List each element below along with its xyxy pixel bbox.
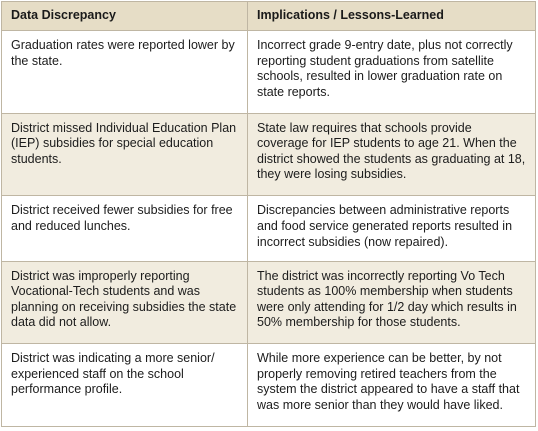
header-data-discrepancy: Data Discrepancy [2, 2, 248, 31]
table-row [2, 261, 536, 344]
table-body [2, 31, 536, 427]
discrepancy-cell: Graduation rates were reported lower by the state. [2, 31, 248, 114]
table-header [2, 2, 536, 31]
table-row [2, 31, 536, 114]
table-row [2, 344, 536, 427]
implication-cell: While more experience can be better, by not properly removing retired teachers from the system the district appeared to have a staff that was more senior than they would have liked. [248, 344, 536, 427]
header-implications-lessons-learned: Implications / Lessons-Learned [248, 2, 536, 31]
discrepancy-cell: District was improperly reporting Vocational-Tech students and was planning on receiving subsidies the state data did not allow. [2, 261, 248, 344]
header-row [2, 2, 536, 31]
table-row [2, 113, 536, 196]
discrepancy-cell: District was indicating a more senior/ experienced staff on the school performance profile. [2, 344, 248, 427]
implication-cell: State law requires that schools provide coverage for IEP students to age 21. When the district showed the students as graduating at 18, they were losing subsidies. [248, 113, 536, 196]
implication-cell: Discrepancies between administrative reports and food service generated reports resulted in incorrect subsidies (now repaired). [248, 196, 536, 261]
data-discrepancy-table [1, 1, 536, 427]
implication-cell: Incorrect grade 9-entry date, plus not correctly reporting student graduations from satellite schools, resulted in lower graduation rate on state reports. [248, 31, 536, 114]
table-row [2, 196, 536, 261]
discrepancy-cell: District received fewer subsidies for free and reduced lunches. [2, 196, 248, 261]
discrepancy-cell: District missed Individual Education Plan (IEP) subsidies for special education students. [2, 113, 248, 196]
implication-cell: The district was incorrectly reporting Vo Tech students as 100% membership when students were only attending for 1/2 day which results in 50% membership for those students. [248, 261, 536, 344]
